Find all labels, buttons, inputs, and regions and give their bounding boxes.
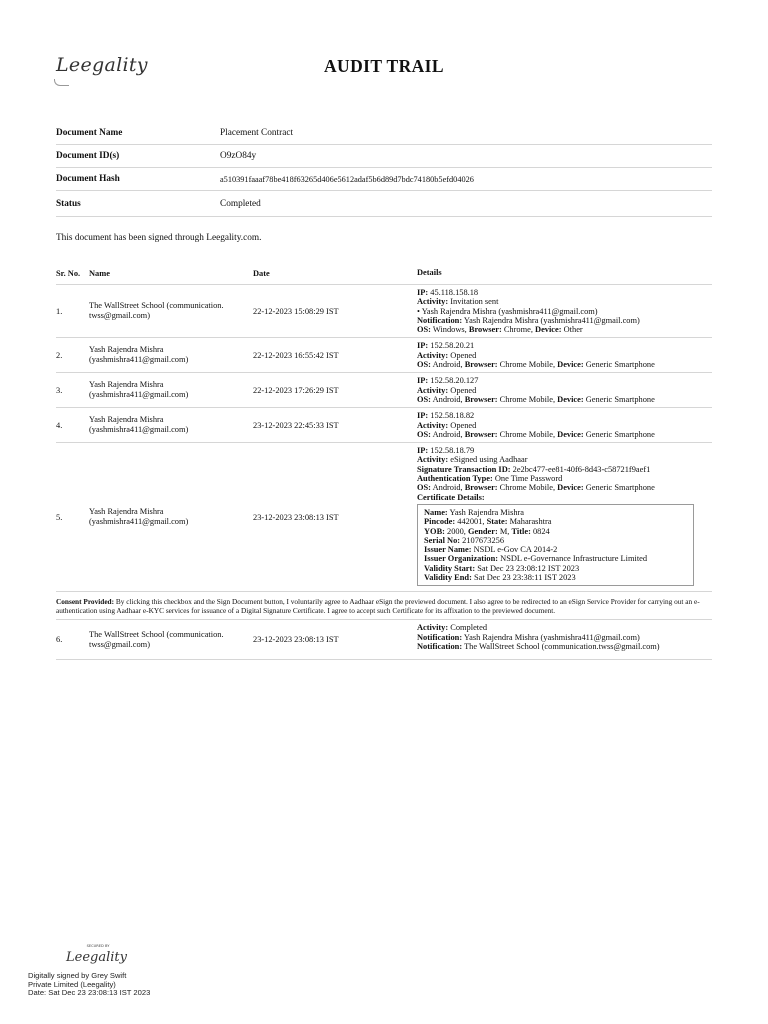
meta-value: O9zO84y (220, 151, 257, 161)
browser-label: Browser: (464, 429, 498, 439)
activity-label: Activity: (417, 420, 449, 430)
os-value: Android, (430, 394, 463, 404)
meta-row-document-name (56, 122, 712, 145)
cert-yob-value: 2000, (444, 526, 466, 536)
meta-value: Completed (220, 198, 261, 209)
table-row (56, 285, 712, 338)
document-meta-table (56, 122, 712, 217)
consent-text: By clicking this checkbox and the Sign Document button, I voluntarily agree to Aadhaar eSign the previewed document. I also agree to be redirected to an eSign Service Provider for carrying out an e-authentication using Aadhaar e-KYC services for issuance of a Digital Signature Certificate. I agree to accept such Certificate for its affixation to the previewed document. (56, 597, 700, 616)
meta-value: a510391faaaf78be418f63265d406e5612adaf5b6d89d7bdc74180b5efd04026 (220, 174, 474, 184)
cert-validity-start-label: Validity Start: (424, 563, 476, 573)
browser-value: Chrome Mobile, (497, 394, 556, 404)
activity-label: Activity: (417, 350, 449, 360)
meta-key: Status (56, 198, 81, 209)
certificate-box (417, 504, 694, 586)
os-label: OS: (417, 360, 431, 370)
row-name: Yash Rajendra Mishra (yashmishra411@gmail.com) (89, 415, 189, 435)
os-value: Android, (430, 429, 463, 439)
meta-key: Document ID(s) (56, 151, 120, 161)
os-value: Android, (430, 360, 463, 370)
ip-label: IP: (417, 376, 429, 386)
row-sr: 4. (56, 420, 63, 430)
stamp-logo: Leegality (66, 950, 127, 965)
ip-label: IP: (417, 411, 429, 421)
cert-gender-value: M, (497, 526, 510, 536)
meta-key: Document Hash (56, 174, 120, 184)
device-value: Generic Smartphone (583, 394, 655, 404)
row-name: Yash Rajendra Mishra (yashmishra411@gmail.com) (89, 507, 189, 527)
cert-issuer-label: Issuer Name: (424, 545, 472, 555)
ip-value: 152.58.20.21 (428, 341, 475, 351)
browser-value: Chrome Mobile, (497, 483, 556, 493)
table-row (56, 373, 712, 408)
activity-value: eSigned using Aadhaar (448, 455, 528, 465)
table-row (56, 408, 712, 443)
row-details (417, 620, 712, 659)
row-sr: 6. (56, 635, 63, 645)
activity-value: Invitation sent (448, 297, 499, 307)
audit-header-row (56, 262, 712, 285)
ip-value: 45.118.158.18 (428, 288, 479, 297)
browser-value: Chrome, (501, 325, 533, 335)
stamp-secured-by: SECURED BY (86, 944, 110, 948)
cert-pincode-value: 442001, (455, 517, 485, 527)
cert-issuer-value: NSDL e-Gov CA 2014-2 (471, 545, 558, 555)
cert-title-value: 0824 (530, 526, 550, 536)
notification-label: Notification: (417, 632, 463, 642)
cert-name-label: Name: (424, 507, 448, 517)
row-details (417, 373, 712, 407)
header-details: Details (417, 268, 442, 278)
row-date: 23-12-2023 23:08:13 IST (253, 512, 339, 522)
row-sr: 2. (56, 350, 63, 360)
device-value: Generic Smartphone (583, 483, 655, 493)
activity-label: Activity: (417, 297, 449, 307)
notification-value: The WallStreet School (communication.twss@gmail.com) (462, 641, 660, 651)
browser-value: Chrome Mobile, (497, 429, 556, 439)
logo-swash-icon (54, 79, 69, 86)
cert-org-value: NSDL e-Governance Infrastructure Limited (498, 554, 648, 564)
cert-gender-label: Gender: (467, 526, 498, 536)
device-label: Device: (557, 483, 584, 493)
cert-yob-label: YOB: (424, 526, 445, 536)
transaction-id-value: 2e2bc477-ee81-40f6-8d43-c58721f9aef1 (510, 464, 651, 474)
page-title: AUDIT TRAIL (324, 56, 444, 76)
cert-name-value: Yash Rajendra Mishra (447, 507, 525, 517)
stamp-line-2: Private Limited (Leegality) (28, 979, 116, 989)
row-sr: 5. (56, 512, 63, 522)
meta-value: Placement Contract (220, 128, 294, 138)
device-label: Device: (557, 360, 584, 370)
header-sr-no: Sr. No. (56, 268, 81, 278)
table-row (56, 338, 712, 373)
table-row (56, 443, 712, 592)
recipient-bullet: • Yash Rajendra Mishra (yashmishra411@gmail.com) (417, 306, 598, 316)
browser-label: Browser: (464, 394, 498, 404)
device-value: Generic Smartphone (583, 360, 655, 370)
table-row (56, 620, 712, 660)
row-sr: 3. (56, 385, 63, 395)
header-name: Name (89, 268, 110, 278)
row-sr: 1. (56, 306, 63, 316)
cert-state-label: State: (486, 517, 508, 527)
activity-value: Opened (448, 385, 477, 395)
ip-label: IP: (417, 288, 429, 297)
ip-value: 152.58.18.82 (428, 411, 475, 421)
header-date: Date (253, 268, 270, 278)
os-label: OS: (417, 429, 431, 439)
os-value: Android, (430, 483, 463, 493)
ip-label: IP: (417, 446, 429, 456)
cert-state-value: Maharashtra (507, 517, 552, 527)
device-label: Device: (557, 429, 584, 439)
stamp-line-3: Date: Sat Dec 23 23:08:13 IST 2023 (28, 988, 151, 998)
activity-label: Activity: (417, 385, 449, 395)
browser-label: Browser: (468, 325, 502, 335)
row-date: 22-12-2023 16:55:42 IST (253, 350, 339, 360)
cert-serial-value: 2107673256 (460, 535, 505, 545)
browser-value: Chrome Mobile, (497, 360, 556, 370)
certificate-details-label: Certificate Details: (417, 492, 485, 502)
row-details (417, 408, 712, 442)
device-label: Device: (557, 394, 584, 404)
consent-label: Consent Provided: (56, 597, 115, 607)
activity-label: Activity: (417, 623, 449, 633)
notification-label: Notification: (417, 641, 463, 651)
cert-pincode-label: Pincode: (424, 517, 456, 527)
row-details (417, 338, 712, 372)
auth-type-label: Authentication Type: (417, 474, 493, 484)
row-name: Yash Rajendra Mishra (yashmishra411@gmail.com) (89, 345, 189, 365)
row-details (417, 443, 712, 591)
browser-label: Browser: (464, 360, 498, 370)
activity-value: Completed (448, 623, 488, 633)
ip-label: IP: (417, 341, 429, 351)
browser-label: Browser: (464, 483, 498, 493)
stamp-line-1: Digitally signed by Grey Swift (28, 971, 127, 980)
auth-type-value: One Time Password (492, 474, 563, 484)
meta-row-status (56, 191, 712, 217)
row-date: 22-12-2023 17:26:29 IST (253, 385, 339, 395)
cert-validity-start-value: Sat Dec 23 23:08:12 IST 2023 (475, 563, 580, 573)
os-label: OS: (417, 325, 431, 335)
stamp-text (28, 972, 188, 998)
audit-table (56, 262, 712, 660)
signed-note: This document has been signed through Leegality.com. (56, 233, 262, 243)
activity-value: Opened (448, 350, 477, 360)
logo-text: Leegality (56, 54, 148, 76)
row-name: Yash Rajendra Mishra (yashmishra411@gmail.com) (89, 380, 189, 400)
cert-validity-end-label: Validity End: (424, 573, 472, 583)
os-value: Windows, (430, 325, 467, 335)
meta-key: Document Name (56, 128, 123, 138)
cert-org-label: Issuer Organization: (424, 554, 499, 564)
row-name: The WallStreet School (communication. twss@gmail.com) (89, 301, 224, 321)
row-details (417, 285, 712, 337)
meta-row-document-id (56, 145, 712, 168)
row-date: 23-12-2023 23:08:13 IST (253, 635, 339, 645)
notification-label: Notification: (417, 315, 463, 325)
transaction-id-label: Signature Transaction ID: (417, 464, 511, 474)
cert-title-label: Title: (511, 526, 531, 536)
row-date: 23-12-2023 22:45:33 IST (253, 420, 339, 430)
row-date: 22-12-2023 15:08:29 IST (253, 306, 339, 316)
notification-value: Yash Rajendra Mishra (yashmishra411@gmail.com) (462, 315, 640, 325)
device-label: Device: (535, 325, 562, 335)
os-label: OS: (417, 394, 431, 404)
cert-validity-end-value: Sat Dec 23 23:38:11 IST 2023 (471, 573, 576, 583)
ip-value: 152.58.18.79 (428, 446, 475, 456)
notification-value: Yash Rajendra Mishra (yashmishra411@gmail.com) (462, 632, 640, 642)
device-value: Other (561, 325, 583, 335)
device-value: Generic Smartphone (583, 429, 655, 439)
ip-value: 152.58.20.127 (428, 376, 479, 386)
row-name: The WallStreet School (communication. twss@gmail.com) (89, 629, 224, 649)
activity-value: Opened (448, 420, 477, 430)
cert-serial-label: Serial No: (424, 535, 461, 545)
activity-label: Activity: (417, 455, 449, 465)
os-label: OS: (417, 483, 431, 493)
consent-statement (56, 592, 712, 620)
meta-row-document-hash (56, 168, 712, 191)
